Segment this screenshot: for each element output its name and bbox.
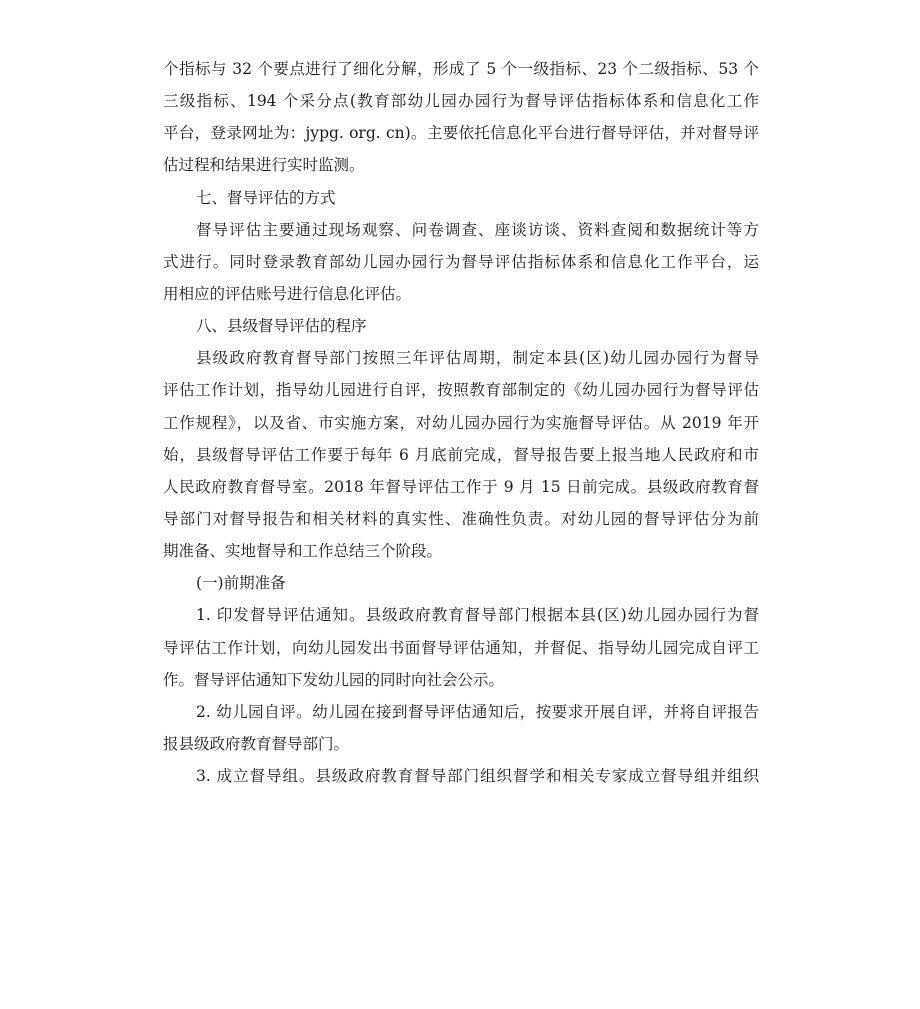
list-item-line: 1. 印发督导评估通知。县级政府教育督导部门根据本县(区)幼儿园办园行为督 (196, 606, 759, 625)
section-heading: 七、督导评估的方式 (196, 188, 336, 207)
body-line: 估过程和结果进行实时监测。 (163, 156, 365, 175)
list-item-line: 作。督导评估通知下发幼儿园的同时向社会公示。 (163, 670, 505, 689)
section-heading: 八、县级督导评估的程序 (196, 317, 367, 336)
list-item-line: 导评估工作计划，向幼儿园发出书面督导评估通知，并督促、指导幼儿园完成自评工 (163, 638, 759, 657)
body-line: 三级指标、194 个采分点(教育部幼儿园办园行为督导评估指标体系和信息化工作 (163, 92, 759, 111)
body-line: 工作规程》，以及省、市实施方案，对幼儿园办园行为实施督导评估。从 2019 年开 (163, 413, 759, 432)
list-item-line: 3. 成立督导组。县级政府教育督导部门组织督学和相关专家成立督导组并组织 (196, 767, 759, 786)
body-line: 式进行。同时登录教育部幼儿园办园行为督导评估指标体系和信息化工作平台，运 (163, 252, 759, 271)
body-line: 个指标与 32 个要点进行了细化分解，形成了 5 个一级指标、23 个二级指标、53 个 (163, 60, 759, 78)
body-line: 用相应的评估账号进行信息化评估。 (163, 284, 412, 303)
body-line: 人民政府教育督导室。2018 年督导评估工作于 9 月 15 日前完成。县级政府教育督 (163, 477, 759, 496)
document-body (163, 53, 759, 792)
body-line: 导部门对督导报告和相关材料的真实性、准确性负责。对幼儿园的督导评估分为前 (163, 509, 759, 528)
list-item-line: 报县级政府教育督导部门。 (163, 734, 350, 753)
body-line: 评估工作计划，指导幼儿园进行自评，按照教育部制定的《幼儿园办园行为督导评估 (163, 381, 759, 400)
body-line: 督导评估主要通过现场观察、问卷调查、座谈访谈、资料查阅和数据统计等方 (196, 220, 759, 239)
list-item-line: 2. 幼儿园自评。幼儿园在接到督导评估通知后，按要求开展自评，并将自评报告 (196, 702, 759, 721)
body-line: 县级政府教育督导部门按照三年评估周期，制定本县(区)幼儿园办园行为督导 (196, 349, 759, 368)
subsection-heading: (一)前期准备 (196, 574, 286, 593)
body-line: 期准备、实地督导和工作总结三个阶段。 (163, 542, 443, 561)
body-line: 平台，登录网址为：jypg. org. cn)。主要依托信息化平台进行督导评估，并对督导评 (163, 124, 759, 143)
body-line: 始，县级督导评估工作要于每年 6 月底前完成，督导报告要上报当地人民政府和市 (163, 445, 759, 464)
